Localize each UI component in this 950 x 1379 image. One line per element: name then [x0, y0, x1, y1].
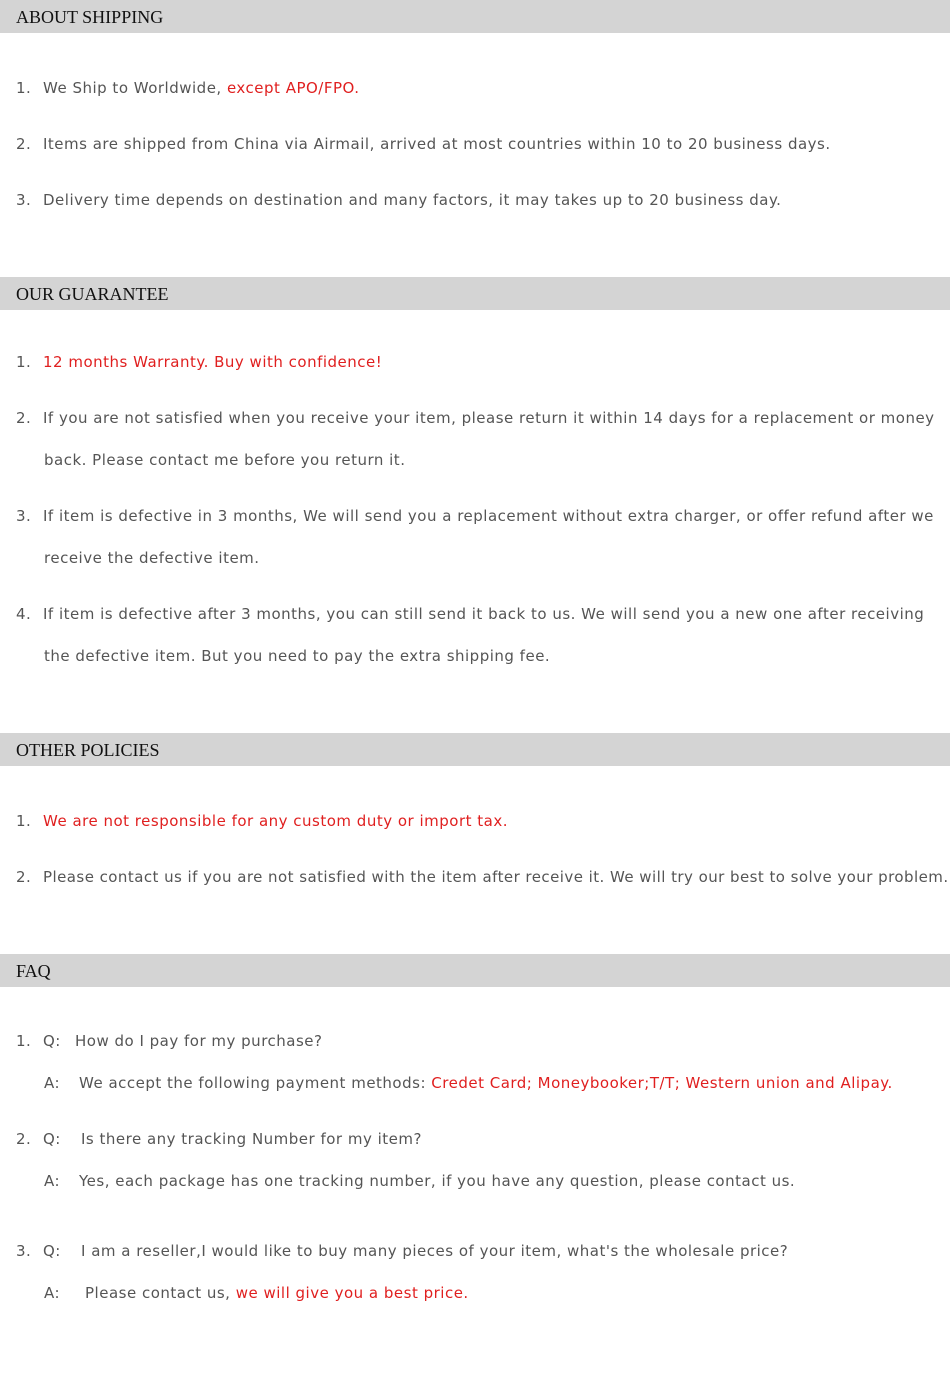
list-number: 1. — [16, 353, 32, 371]
answer-highlight: we will give you a best price. — [235, 1284, 469, 1302]
guarantee-item-4-continued: the defective item. But you need to pay the extra shipping fee. — [44, 647, 551, 665]
guarantee-item-line1: If item is defective in 3 months, We will send you a replacement without extra charger, or offer refund after we — [43, 507, 934, 525]
guarantee-item-2-continued: back. Please contact me before you return it. — [44, 451, 406, 469]
list-number: 2. — [16, 868, 32, 886]
answer-text: We accept the following payment methods: — [79, 1074, 432, 1092]
guarantee-section-title: OUR GUARANTEE — [16, 284, 169, 304]
policies-item-2 — [16, 867, 949, 887]
list-number: 1. — [16, 79, 32, 97]
faq-section-title: FAQ — [16, 961, 51, 981]
faq-question-1 — [16, 1031, 322, 1051]
guarantee-item-1 — [16, 352, 382, 372]
policies-section-header — [0, 733, 950, 766]
list-number: 3. — [16, 191, 32, 209]
shipping-item-2 — [16, 134, 831, 154]
guarantee-item-2 — [16, 408, 935, 428]
list-number: 2. — [16, 1130, 32, 1148]
answer-label: A: — [44, 1284, 61, 1302]
question-text: Is there any tracking Number for my item? — [81, 1130, 422, 1148]
shipping-item-3 — [16, 190, 781, 210]
guarantee-section-header — [0, 277, 950, 310]
question-label: Q: — [43, 1242, 61, 1260]
policies-item-text: Please contact us if you are not satisfied with the item after receive it. We will try our best to solve your problem. — [43, 868, 949, 886]
answer-text: Yes, each package has one tracking number, if you have any question, please contact us. — [79, 1172, 796, 1190]
policies-item-1 — [16, 811, 508, 831]
list-number: 2. — [16, 135, 32, 153]
shipping-item-highlight: except APO/FPO. — [226, 79, 360, 97]
shipping-section-title: ABOUT SHIPPING — [16, 7, 164, 27]
policies-item-highlight: We are not responsible for any custom duty or import tax. — [43, 812, 508, 830]
guarantee-item-highlight: 12 months Warranty. Buy with confidence! — [43, 353, 383, 371]
list-number: 3. — [16, 507, 32, 525]
faq-question-2 — [16, 1129, 422, 1149]
shipping-item-text: Delivery time depends on destination and many factors, it may takes up to 20 business day. — [43, 191, 782, 209]
list-number: 1. — [16, 812, 32, 830]
guarantee-item-line1: If you are not satisfied when you receive your item, please return it within 14 days for a replacement or money — [43, 409, 935, 427]
question-text: How do I pay for my purchase? — [75, 1032, 323, 1050]
shipping-item-text: We Ship to Worldwide, — [43, 79, 227, 97]
guarantee-item-line1: If item is defective after 3 months, you can still send it back to us. We will send you a new one after receiving — [43, 605, 925, 623]
faq-section-header — [0, 954, 950, 987]
answer-label: A: — [44, 1172, 61, 1190]
answer-highlight: Credet Card; Moneybooker;T/T; Western union and Alipay. — [431, 1074, 893, 1092]
guarantee-item-4 — [16, 604, 924, 624]
policies-section-title: OTHER POLICIES — [16, 740, 160, 760]
faq-answer-2 — [44, 1171, 795, 1191]
shipping-section-header — [0, 0, 950, 33]
faq-answer-1 — [44, 1073, 893, 1093]
list-number: 3. — [16, 1242, 32, 1260]
answer-text: Please contact us, — [85, 1284, 236, 1302]
shipping-item-1 — [16, 78, 360, 98]
list-number: 1. — [16, 1032, 32, 1050]
shipping-item-text: Items are shipped from China via Airmail, arrived at most countries within 10 to 20 business days. — [43, 135, 831, 153]
faq-question-3 — [16, 1241, 788, 1261]
guarantee-item-3 — [16, 506, 934, 526]
guarantee-item-3-continued: receive the defective item. — [44, 549, 260, 567]
list-number: 4. — [16, 605, 32, 623]
faq-answer-3 — [44, 1283, 469, 1303]
list-number: 2. — [16, 409, 32, 427]
question-label: Q: — [43, 1032, 61, 1050]
question-text: I am a reseller,I would like to buy many pieces of your item, what's the wholesale price? — [81, 1242, 789, 1260]
answer-label: A: — [44, 1074, 61, 1092]
question-label: Q: — [43, 1130, 61, 1148]
